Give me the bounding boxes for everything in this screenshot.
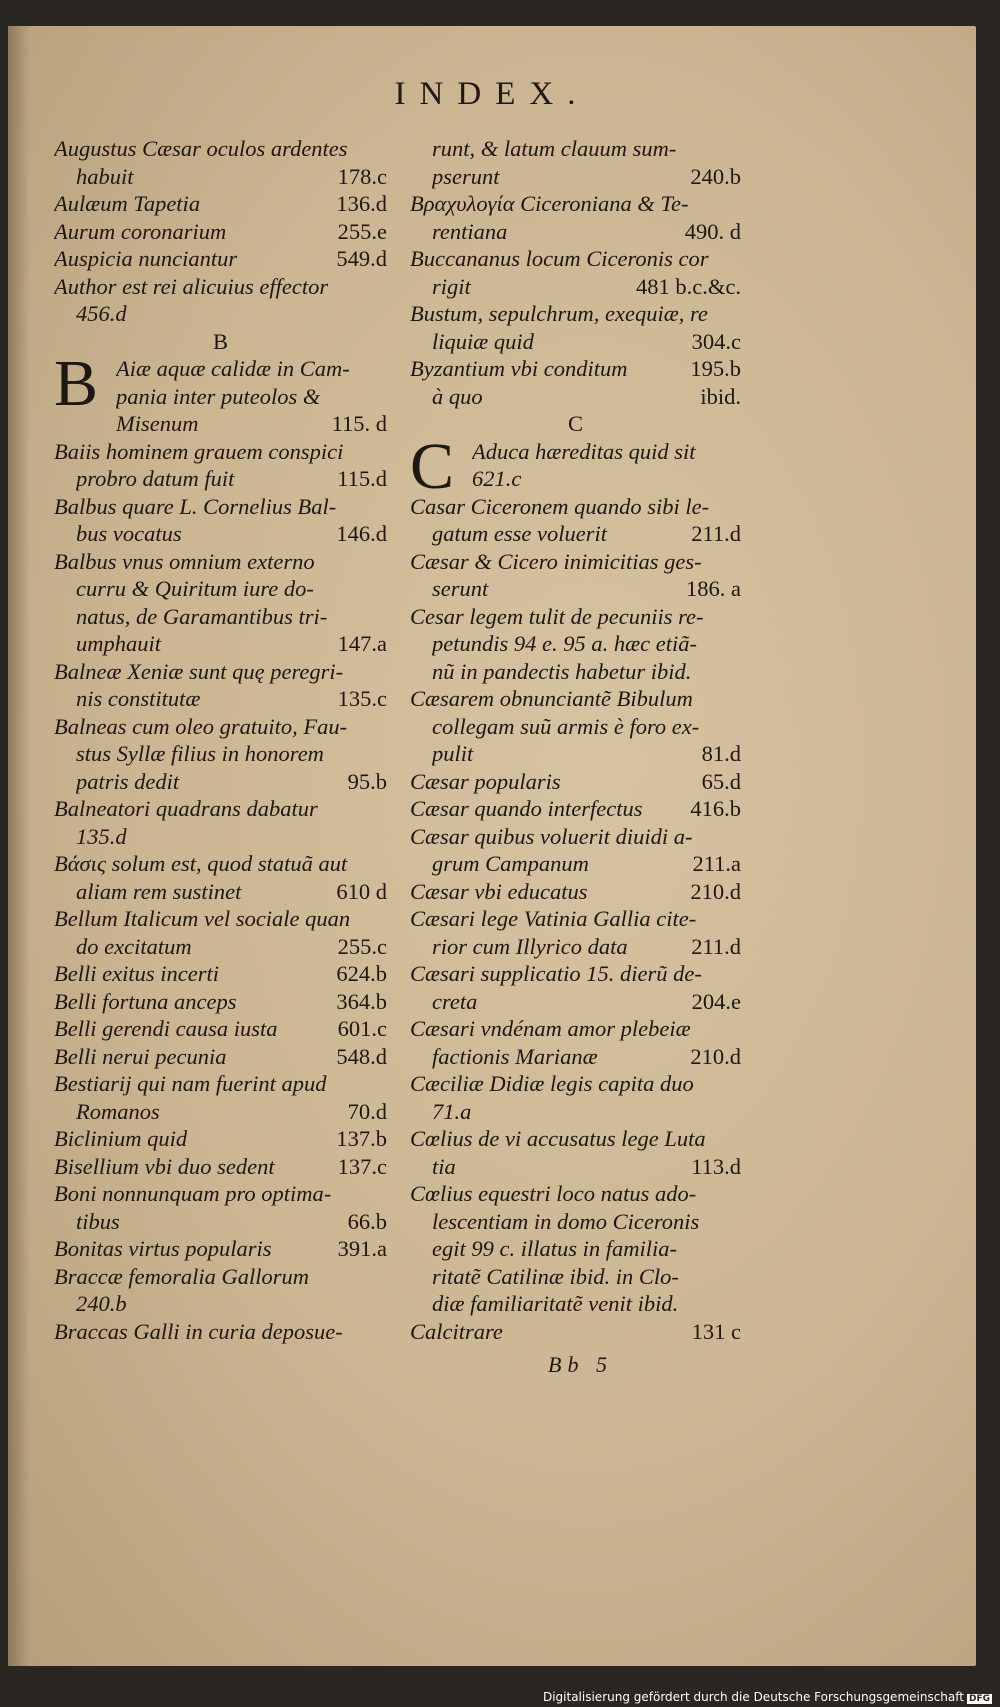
index-line: [54, 1044, 387, 1072]
index-line: [54, 1099, 387, 1127]
page-reference: 65.d: [701, 768, 741, 794]
index-line: [410, 274, 741, 302]
footer-text: Digitalisierung gefördert durch die Deutsche Forschungsgemeinschaft: [542, 1690, 964, 1704]
index-entry-text: Aulæum Tapetia: [54, 191, 201, 216]
page-reference: 211.d: [691, 521, 741, 546]
index-entry-text: Cæsar quando interfectus: [410, 796, 643, 821]
index-entry-text: Braccas Galli in curia deposue-: [54, 1318, 343, 1344]
index-entry-text: Aiæ aquæ calidæ in Cam-: [116, 356, 350, 381]
index-line: [54, 1236, 387, 1264]
index-entry-text: Belli nerui pecunia: [54, 1043, 227, 1069]
page-reference: 391.a: [337, 1236, 387, 1261]
page-gutter-shadow: [8, 26, 30, 1666]
index-line: [54, 631, 387, 659]
page-reference: 210.d: [690, 878, 741, 904]
index-line: [410, 164, 741, 192]
index-entry-text: Auspicia nunciantur: [54, 246, 238, 271]
page-reference: ibid.: [700, 383, 741, 409]
page-reference: 147.a: [337, 631, 387, 656]
index-line: [410, 521, 741, 549]
index-entry-text: creta: [432, 988, 478, 1014]
index-entry-text: diæ familiaritatẽ venit ibid.: [432, 1291, 679, 1316]
index-entry-text: Bellum Italicum vel sociale quan: [54, 906, 351, 931]
index-line: [54, 1181, 387, 1209]
index-entry-text: lescentiam in domo Ciceronis: [432, 1208, 700, 1234]
page-reference: 115. d: [331, 411, 387, 436]
index-line: [410, 576, 741, 604]
index-entry-text: Cæsar quibus voluerit diuidi a-: [410, 823, 693, 849]
index-entry-text: aliam rem sustinet: [76, 878, 242, 904]
page-reference: 211.d: [691, 933, 741, 959]
index-line: [54, 1264, 387, 1292]
page-reference: 113.d: [691, 1153, 741, 1179]
index-line: [410, 301, 741, 329]
index-entry-text: Bestiarij qui nam fuerint apud: [54, 1071, 327, 1096]
index-entry-text: grum Campanum: [432, 851, 589, 876]
index-entry-text: curru & Quiritum iure do-: [76, 576, 314, 601]
index-entry-text: Braccæ femoralia Gallorum: [54, 1263, 309, 1289]
index-line: [54, 1319, 387, 1347]
index-line: [410, 796, 741, 824]
index-line: [54, 1209, 387, 1237]
index-entry-text: Cæciliæ Didiæ legis capita duo: [410, 1071, 694, 1096]
page-reference: 81.d: [701, 741, 741, 766]
initial-entry: [410, 429, 741, 503]
index-entry-text: Cæsari lege Vatinia Gallia cite-: [410, 906, 697, 931]
index-entry-text: Bustum, sepulchrum, exequiæ, re: [410, 301, 708, 326]
index-entry-text: serunt: [432, 576, 489, 601]
index-entry-text: collegam suũ armis è foro ex-: [432, 713, 700, 739]
page-reference: 255.c: [337, 933, 387, 959]
index-line: [54, 1126, 387, 1154]
letter-heading: C: [567, 411, 583, 436]
index-entry-text: do excitatum: [76, 933, 192, 959]
page-reference: 548.d: [336, 1043, 387, 1069]
index-line: [410, 1154, 741, 1182]
index-line: [410, 879, 741, 907]
index-line: [54, 411, 387, 439]
page-reference: 178.c: [337, 163, 387, 189]
index-entry-text: rior cum Illyrico data: [432, 933, 628, 959]
index-line: [410, 329, 741, 357]
page-reference: 137.c: [337, 1153, 387, 1179]
index-line: [410, 1044, 741, 1072]
page-reference: 364.b: [336, 988, 387, 1014]
index-line: [410, 686, 741, 714]
index-line: [54, 521, 387, 549]
index-entry-text: Bonitas virtus popularis: [54, 1236, 272, 1261]
page-reference: 304.c: [691, 328, 741, 354]
page-reference: 610 d: [336, 878, 387, 904]
index-line: [54, 1071, 387, 1099]
index-line: [410, 191, 741, 219]
index-line: [410, 824, 741, 852]
index-line: [54, 961, 387, 989]
index-entry-text: 135.d: [76, 823, 127, 849]
index-entry-text: Aduca hæreditas quid sit: [472, 438, 696, 464]
index-line: [54, 824, 387, 852]
index-line: [410, 1016, 741, 1044]
page-reference: 95.b: [347, 768, 387, 794]
index-entry-text: Biclinium quid: [54, 1126, 188, 1151]
page-reference: 186. a: [686, 576, 741, 601]
index-line: [410, 466, 741, 494]
index-line: [54, 659, 387, 687]
index-line: [410, 1291, 741, 1319]
index-entry-text: Romanos: [76, 1098, 160, 1124]
page-reference: 70.d: [347, 1098, 387, 1124]
page-reference: 240.b: [690, 163, 741, 189]
index-entry-text: ritatẽ Catilinæ ibid. in Clo-: [432, 1263, 679, 1289]
page-reference: 210.d: [690, 1043, 741, 1069]
index-line: [410, 384, 741, 412]
index-line: [54, 549, 387, 577]
index-entry-text: liquiæ quid: [432, 328, 534, 354]
index-entry-text: 240.b: [76, 1291, 127, 1316]
index-line: [410, 714, 741, 742]
running-head: INDEX.: [394, 76, 590, 112]
dfg-logo: DFG: [968, 1694, 990, 1704]
index-line: [54, 246, 387, 274]
index-entry-text: nis constitutæ: [76, 686, 201, 711]
page-reference: 136.d: [336, 191, 387, 216]
index-entry-text: Balbus quare L. Cornelius Bal-: [54, 493, 337, 519]
page-reference: 146.d: [336, 521, 387, 546]
index-entry-text: tia: [432, 1153, 456, 1179]
index-line: [410, 906, 741, 934]
page-reference: 416.b: [690, 796, 741, 821]
index-entry-text: Balneæ Xeniæ sunt quę peregri-: [54, 658, 344, 684]
index-entry-text: Cæsar & Cicero inimicitias ges-: [410, 548, 702, 574]
index-line: [410, 741, 741, 769]
index-line: [410, 1126, 741, 1154]
index-entry-text: rentiana: [432, 218, 508, 244]
index-line: [54, 274, 387, 302]
index-entry-text: Cæsarem obnunciantẽ Bibulum: [410, 686, 693, 711]
index-entry-text: rigit: [432, 273, 471, 299]
digitization-footer: [543, 1690, 992, 1704]
index-entry-text: 456.d: [76, 301, 127, 326]
page-reference: 211.a: [692, 851, 741, 876]
index-entry-text: Βραχυλογία Ciceroniana & Te-: [410, 191, 689, 216]
index-line: [54, 219, 387, 247]
index-line: [54, 879, 387, 907]
page-reference: 195.b: [690, 356, 741, 381]
initial-entry: [54, 347, 387, 439]
index-line: [54, 604, 387, 632]
index-entry-text: Balneatori quadrans dabatur: [54, 796, 318, 821]
index-line: [410, 439, 741, 467]
index-line: [410, 549, 741, 577]
index-entry-text: natus, de Garamantibus tri-: [76, 603, 328, 629]
index-entry-text: Belli exitus incerti: [54, 961, 219, 986]
index-entry-text: Baiis hominem grauem conspici: [54, 438, 344, 464]
index-entry-text: nũ in pandectis habetur ibid.: [432, 658, 692, 684]
index-entry-text: umphauit: [76, 631, 162, 656]
index-line: [54, 1291, 387, 1319]
index-line: [410, 1264, 741, 1292]
page-reference: 204.e: [691, 988, 741, 1014]
index-line: [54, 714, 387, 742]
index-line: [54, 769, 387, 797]
index-line: [54, 576, 387, 604]
index-line: [54, 1154, 387, 1182]
index-line: [54, 1016, 387, 1044]
index-entry-text: factionis Marianæ: [432, 1043, 598, 1069]
page-reference: 624.b: [336, 961, 387, 986]
index-entry-text: tibus: [76, 1208, 120, 1234]
index-entry-text: patris dedit: [76, 768, 180, 794]
index-entry-text: Βάσις solum est, quod statuã aut: [54, 851, 348, 876]
index-line: [410, 934, 741, 962]
index-line: [410, 136, 741, 164]
index-entry-text: à quo: [432, 383, 483, 409]
index-entry-text: habuit: [76, 163, 134, 189]
index-line: [54, 851, 387, 879]
index-entry-text: Belli gerendi causa iusta: [54, 1016, 278, 1041]
index-entry-text: Author est rei alicuius effector: [54, 273, 329, 299]
page-reference: 549.d: [336, 246, 387, 271]
book-page: [8, 26, 976, 1666]
index-line: [410, 1099, 741, 1127]
page-reference: 137.b: [336, 1126, 387, 1151]
drop-cap: C: [410, 429, 455, 503]
signature-mark: Bb 5: [548, 1352, 613, 1377]
index-column-left: [54, 136, 387, 1346]
drop-cap: B: [54, 347, 99, 420]
index-line: [410, 989, 741, 1017]
index-entry-text: Aurum coronarium: [54, 218, 227, 244]
page-reference: 66.b: [347, 1208, 387, 1234]
index-entry-text: Belli fortuna anceps: [54, 988, 237, 1014]
index-entry-text: Balneas cum oleo gratuito, Fau-: [54, 713, 348, 739]
index-entry-text: pulit: [432, 741, 474, 766]
index-line: [54, 384, 387, 412]
page-reference: 601.c: [337, 1016, 387, 1041]
index-line: [410, 1181, 741, 1209]
index-entry-text: Augustus Cæsar oculos ardentes: [54, 136, 348, 161]
index-entry-text: Misenum: [116, 411, 199, 436]
index-column-right: [410, 136, 741, 1346]
index-line: [54, 191, 387, 219]
index-line: [54, 494, 387, 522]
index-line: [54, 686, 387, 714]
index-line: [410, 961, 741, 989]
index-entry-text: Cæsar vbi educatus: [410, 878, 588, 904]
index-line: [410, 1236, 741, 1264]
index-line: [410, 356, 741, 384]
index-entry-text: 71.a: [432, 1098, 472, 1124]
index-entry-text: pserunt: [432, 163, 500, 189]
index-line: [410, 1319, 741, 1347]
index-entry-text: Cœlius equestri loco natus ado-: [410, 1181, 697, 1206]
index-line: [410, 219, 741, 247]
page-reference: 490. d: [684, 218, 741, 244]
index-entry-text: Casar Ciceronem quando sibi le-: [410, 493, 710, 519]
index-entry-text: bus vocatus: [76, 521, 182, 546]
index-line: [410, 659, 741, 687]
index-entry-text: runt, & latum clauum sum-: [432, 136, 677, 161]
index-line: [54, 906, 387, 934]
index-entry-text: Cæsar popularis: [410, 768, 561, 794]
index-line: [54, 356, 387, 384]
index-entry-text: Calcitrare: [410, 1318, 503, 1344]
index-entry-text: Cesar legem tulit de pecuniis re-: [410, 603, 704, 629]
page-reference: 131 c: [691, 1318, 741, 1344]
index-line: [410, 1071, 741, 1099]
index-line: [410, 851, 741, 879]
index-line: [54, 741, 387, 769]
index-entry-text: petundis 94 e. 95 a. hæc etiã-: [432, 631, 697, 656]
index-line: [410, 769, 741, 797]
index-line: [54, 164, 387, 192]
index-line: [54, 301, 387, 329]
index-entry-text: Buccananus locum Ciceronis cor: [410, 246, 709, 271]
page-reference: 481 b.c.&c.: [636, 273, 741, 299]
page-reference: 255.e: [337, 218, 387, 244]
index-entry-text: 621.c: [472, 466, 522, 491]
index-line: [54, 796, 387, 824]
index-line: [410, 1209, 741, 1237]
index-entry-text: Cœlius de vi accusatus lege Luta: [410, 1126, 706, 1151]
index-entry-text: gatum esse voluerit: [432, 521, 607, 546]
index-line: [54, 989, 387, 1017]
index-entry-text: probro datum fuit: [76, 466, 235, 491]
index-entry-text: Balbus vnus omnium externo: [54, 548, 315, 574]
page-reference: 135.c: [337, 686, 387, 711]
index-line: [54, 439, 387, 467]
index-entry-text: stus Syllæ filius in honorem: [76, 741, 324, 766]
letter-heading: B: [212, 328, 228, 354]
index-entry-text: Cæsari supplicatio 15. dierũ de-: [410, 961, 702, 986]
index-entry-text: Boni nonnunquam pro optima-: [54, 1181, 332, 1206]
index-line: [410, 494, 741, 522]
page-reference: 115.d: [337, 466, 387, 491]
index-entry-text: egit 99 c. illatus in familia-: [432, 1236, 677, 1261]
index-line: [54, 136, 387, 164]
index-entry-text: Cæsari vndénam amor plebeiæ: [410, 1016, 691, 1041]
index-entry-text: Bisellium vbi duo sedent: [54, 1153, 275, 1179]
index-entry-text: pania inter puteolos &: [116, 383, 321, 409]
index-line: [410, 631, 741, 659]
index-line: [410, 246, 741, 274]
index-line: [54, 466, 387, 494]
index-line: [54, 934, 387, 962]
index-line: [410, 604, 741, 632]
index-entry-text: Byzantium vbi conditum: [410, 356, 628, 381]
